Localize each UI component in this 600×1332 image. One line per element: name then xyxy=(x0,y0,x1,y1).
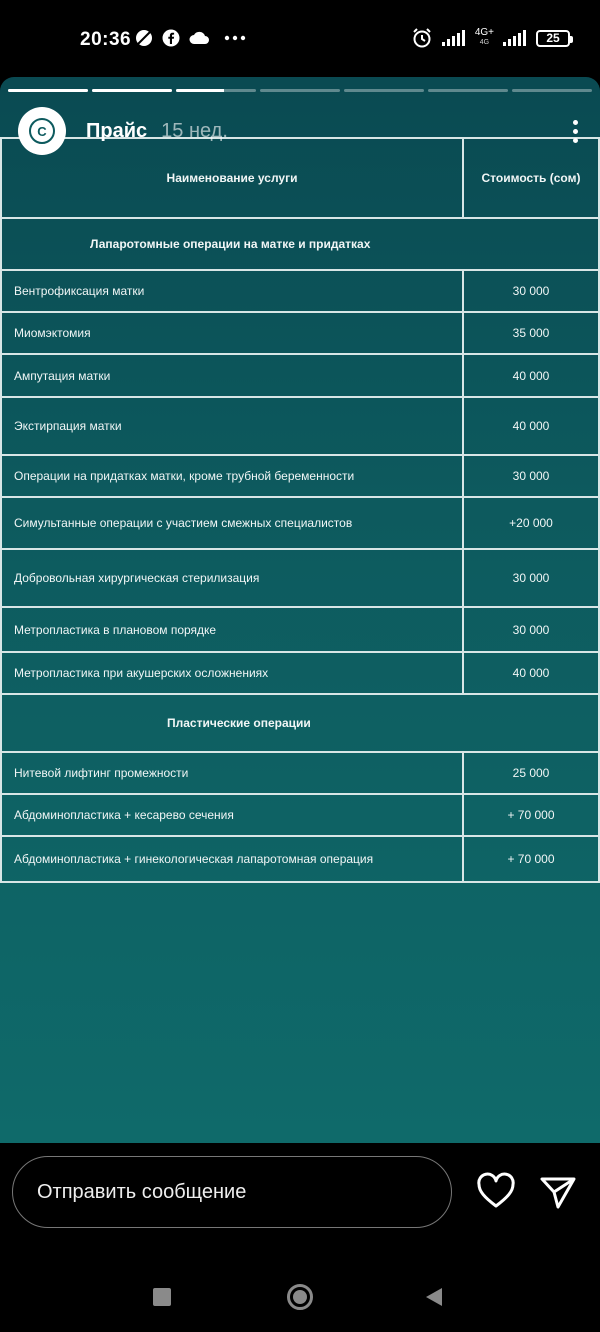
service-name: Нитевой лифтинг промежности xyxy=(1,752,463,794)
service-price: + 70 000 xyxy=(463,794,599,836)
table-row xyxy=(1,836,599,882)
network-label-bottom: 4G xyxy=(479,39,490,46)
avatar[interactable] xyxy=(18,107,66,155)
service-price: +20 000 xyxy=(463,497,599,549)
service-price: 30 000 xyxy=(463,270,599,312)
progress-fill xyxy=(92,89,172,92)
service-name: Добровольная хирургическая стерилизация xyxy=(1,549,463,607)
copyright-icon: C xyxy=(29,118,55,144)
service-name: Симультанные операции с участием смежных специалистов xyxy=(1,497,463,549)
alarm-icon xyxy=(411,27,433,49)
service-price: 30 000 xyxy=(463,607,599,652)
service-name: Миомэктомия xyxy=(1,312,463,354)
service-price: 35 000 xyxy=(463,312,599,354)
rows-section-2 xyxy=(1,752,599,882)
table-row xyxy=(1,652,599,694)
progress-fill xyxy=(8,89,88,92)
table-row xyxy=(1,549,599,607)
service-price: + 70 000 xyxy=(463,836,599,882)
network-type xyxy=(475,28,494,48)
service-name: Экстирпация матки xyxy=(1,397,463,455)
progress-segment xyxy=(8,89,88,92)
story-author[interactable]: Прайс xyxy=(86,119,148,142)
progress-segment xyxy=(92,89,172,92)
clock: 20:36 xyxy=(80,29,132,50)
table-row xyxy=(1,607,599,652)
rows-section-1 xyxy=(1,270,599,694)
progress-segment xyxy=(428,89,508,92)
system-icons xyxy=(411,27,570,49)
story-card[interactable] xyxy=(0,77,600,1143)
table-row xyxy=(1,397,599,455)
section-plastic: Пластические операции xyxy=(1,694,599,752)
service-name: Метропластика при акушерских осложнениях xyxy=(1,652,463,694)
table-row xyxy=(1,794,599,836)
progress-segment xyxy=(512,89,592,92)
service-name: Метропластика в плановом порядке xyxy=(1,607,463,652)
service-name: Абдоминопластика + кесарево сечения xyxy=(1,794,463,836)
heart-icon[interactable] xyxy=(476,1172,516,1212)
progress-segment xyxy=(344,89,424,92)
table-row xyxy=(1,752,599,794)
section-laparotomy: Лапаротомные операции на матке и придатках xyxy=(1,218,599,270)
table-header-title: Наименование услуги xyxy=(1,138,463,218)
service-name: Вентрофиксация матки xyxy=(1,270,463,312)
more-notifications-icon xyxy=(224,35,246,41)
progress-segment xyxy=(176,89,256,92)
back-button[interactable] xyxy=(424,1286,444,1308)
table-row xyxy=(1,270,599,312)
cloud-icon xyxy=(188,30,210,46)
service-price: 40 000 xyxy=(463,652,599,694)
table-row xyxy=(1,354,599,397)
table-row xyxy=(1,455,599,497)
message-input[interactable]: Отправить сообщение xyxy=(12,1156,452,1228)
recent-apps-button[interactable] xyxy=(153,1288,171,1306)
service-price: 25 000 xyxy=(463,752,599,794)
service-price: 30 000 xyxy=(463,455,599,497)
price-table xyxy=(0,137,600,883)
send-icon[interactable] xyxy=(538,1172,578,1212)
service-price: 40 000 xyxy=(463,397,599,455)
table-row xyxy=(1,312,599,354)
progress-segment xyxy=(260,89,340,92)
progress-fill xyxy=(176,89,224,92)
battery-icon: 25 xyxy=(536,30,570,47)
facebook-icon xyxy=(162,29,180,47)
more-options-icon[interactable] xyxy=(570,120,580,143)
notification-icons xyxy=(134,28,246,48)
signal-icon-1 xyxy=(441,29,467,47)
signal-icon-2 xyxy=(502,29,528,47)
story-age: 15 нед. xyxy=(161,119,228,142)
table-row xyxy=(1,497,599,549)
table-header-price: Стоимость (сом) xyxy=(463,138,599,218)
do-not-disturb-icon xyxy=(134,28,154,48)
home-button[interactable] xyxy=(286,1283,314,1311)
service-price: 30 000 xyxy=(463,549,599,607)
service-price: 40 000 xyxy=(463,354,599,397)
service-name: Абдоминопластика + гинекологическая лапаротомная операция xyxy=(1,836,463,882)
story-progress xyxy=(8,89,592,92)
service-name: Операции на придатках матки, кроме трубной беременности xyxy=(1,455,463,497)
network-label-top: 4G+ xyxy=(474,27,494,38)
story-header xyxy=(18,105,580,157)
service-name: Ампутация матки xyxy=(1,354,463,397)
status-bar xyxy=(0,0,600,78)
